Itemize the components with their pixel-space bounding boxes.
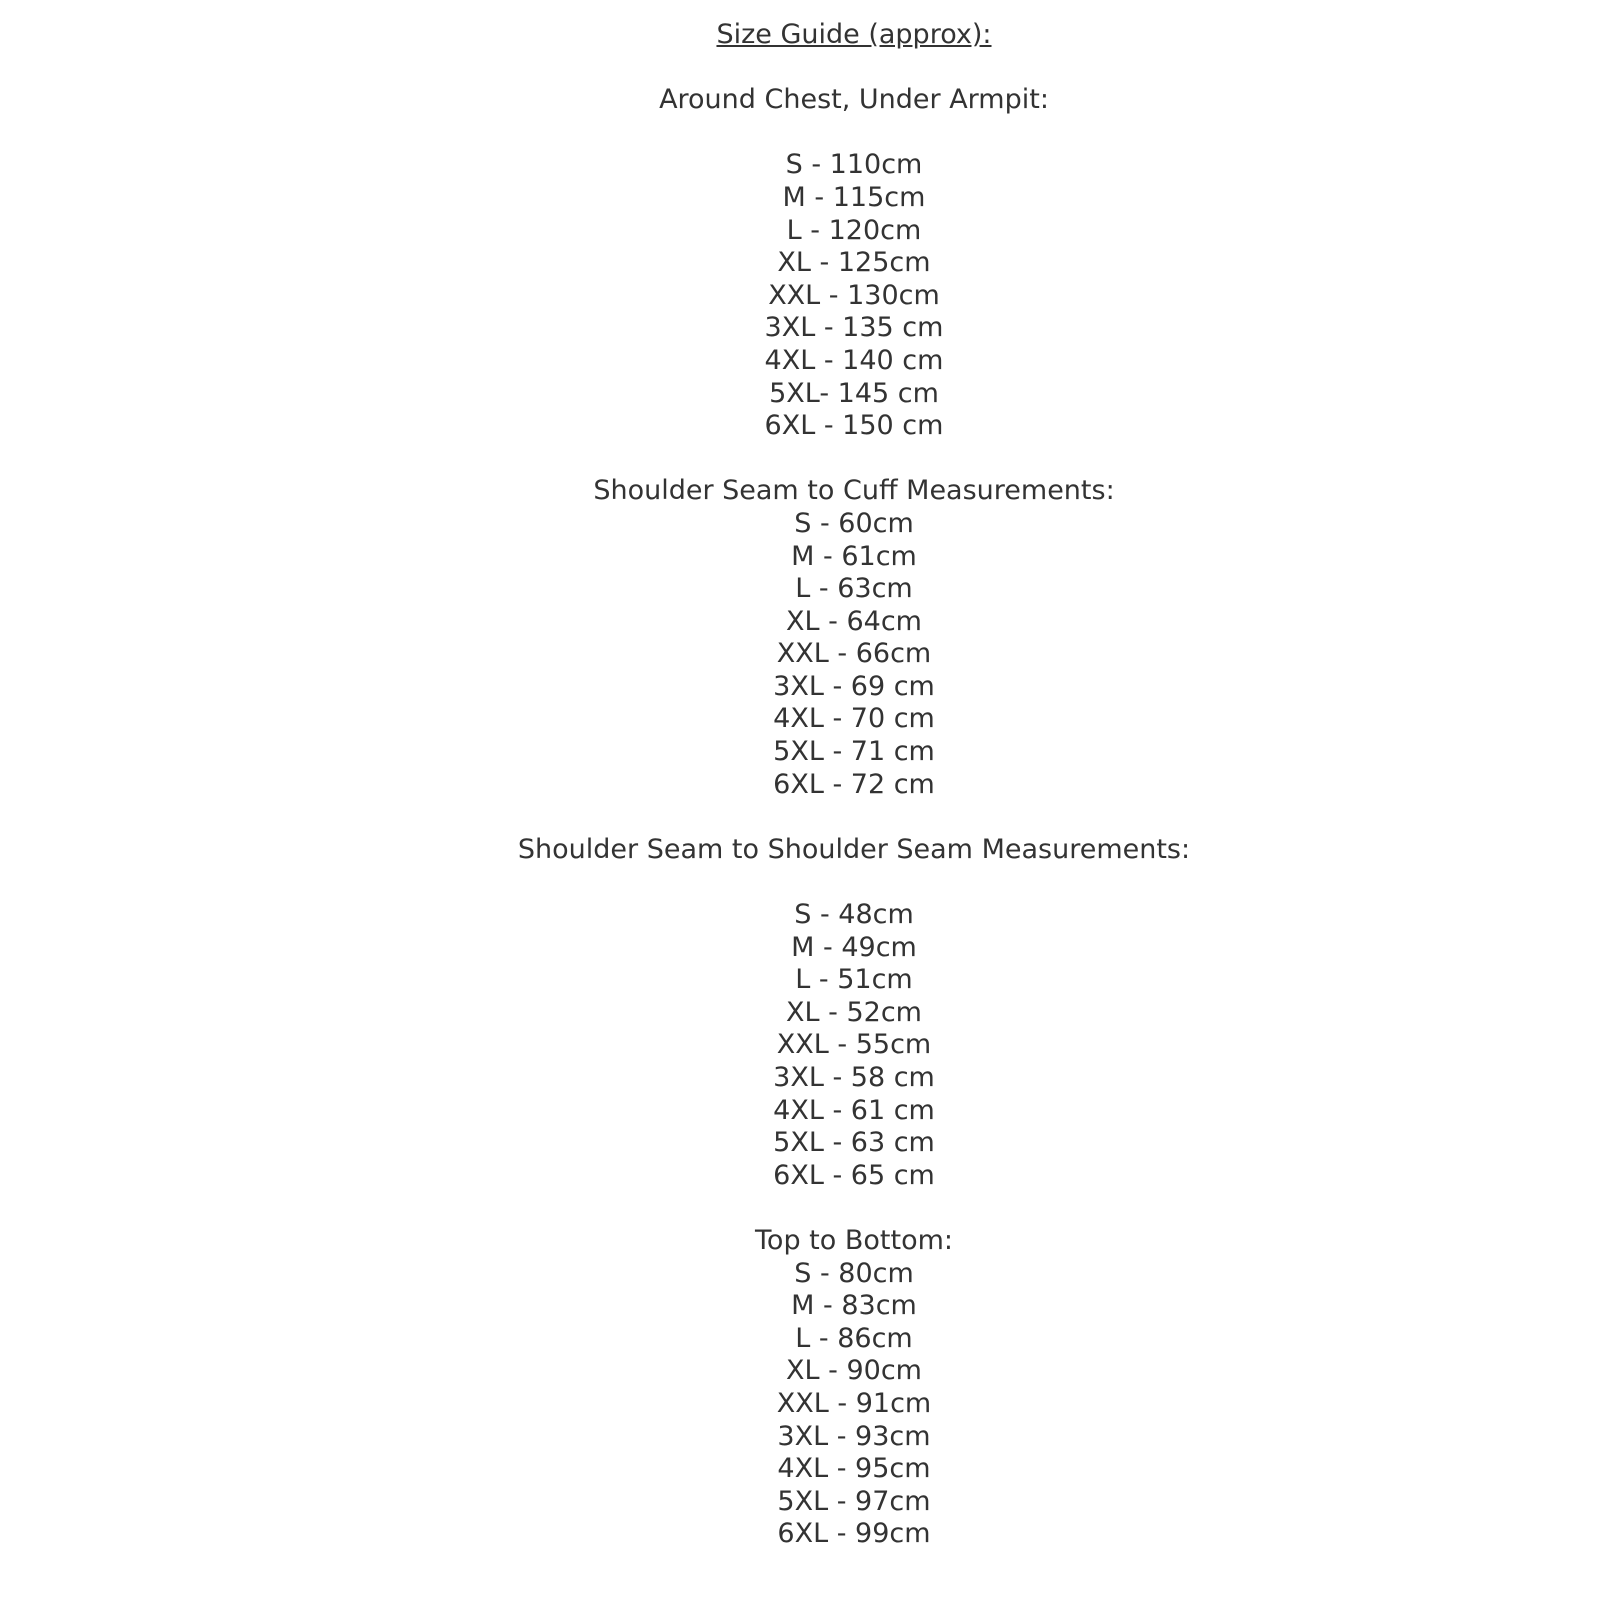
section-heading: Around Chest, Under Armpit: bbox=[659, 84, 1049, 116]
blank-line bbox=[54, 866, 1600, 899]
size-row: 4XL - 70 cm bbox=[773, 703, 935, 735]
size-row: XXL - 91cm bbox=[776, 1387, 932, 1419]
size-row: M - 115cm bbox=[782, 181, 926, 213]
blank-line bbox=[54, 443, 1600, 476]
size-row: L - 86cm bbox=[795, 1322, 913, 1354]
section-heading: Top to Bottom: bbox=[755, 1224, 953, 1256]
size-row: 6XL - 150 cm bbox=[764, 410, 944, 442]
size-row: S - 60cm bbox=[794, 507, 914, 539]
size-row: 3XL - 58 cm bbox=[773, 1062, 935, 1093]
blank-line bbox=[54, 801, 1600, 834]
size-row: 3XL - 135 cm bbox=[764, 312, 944, 344]
size-row: 5XL - 63 cm bbox=[773, 1127, 935, 1159]
size-row: 3XL - 93cm bbox=[777, 1420, 931, 1452]
size-row: XXL - 66cm bbox=[776, 638, 932, 670]
blank-line bbox=[54, 52, 1600, 85]
size-row: L - 51cm bbox=[795, 964, 913, 996]
size-row: 5XL- 145 cm bbox=[769, 377, 939, 409]
size-row: XL - 125cm bbox=[777, 247, 931, 279]
size-row: 4XL - 95cm bbox=[777, 1453, 931, 1485]
section-heading: Shoulder Seam to Shoulder Seam Measurements: bbox=[517, 833, 1191, 865]
size-sections bbox=[54, 52, 1600, 1551]
size-row: M - 49cm bbox=[791, 931, 917, 963]
size-row: M - 61cm bbox=[791, 540, 917, 572]
size-row: 4XL - 140 cm bbox=[764, 344, 944, 376]
size-row: L - 120cm bbox=[786, 214, 922, 246]
size-row: 5XL - 97cm bbox=[777, 1485, 931, 1517]
size-guide-document bbox=[54, 0, 1600, 1551]
size-row: L - 63cm bbox=[795, 573, 913, 605]
size-row: 4XL - 61 cm bbox=[773, 1094, 935, 1126]
size-row: S - 80cm bbox=[794, 1257, 914, 1289]
page-title: Size Guide (approx): bbox=[716, 19, 992, 50]
size-row: 3XL - 69 cm bbox=[773, 670, 935, 702]
size-row: 6XL - 65 cm bbox=[773, 1159, 935, 1191]
size-row: XXL - 55cm bbox=[776, 1029, 932, 1061]
size-row: 6XL - 72 cm bbox=[773, 768, 935, 800]
size-row: 6XL - 99cm bbox=[777, 1518, 931, 1550]
size-row: M - 83cm bbox=[791, 1290, 917, 1322]
blank-line bbox=[54, 1192, 1600, 1225]
size-row: XL - 90cm bbox=[786, 1355, 922, 1387]
size-row: XXL - 130cm bbox=[768, 279, 940, 311]
size-row: S - 48cm bbox=[794, 899, 914, 931]
blank-line bbox=[54, 117, 1600, 150]
size-row: XL - 52cm bbox=[786, 996, 922, 1028]
section-heading: Shoulder Seam to Cuff Measurements: bbox=[593, 475, 1115, 507]
size-row: S - 110cm bbox=[785, 149, 923, 181]
size-row: 5XL - 71 cm bbox=[773, 736, 935, 768]
size-row: XL - 64cm bbox=[786, 605, 922, 637]
